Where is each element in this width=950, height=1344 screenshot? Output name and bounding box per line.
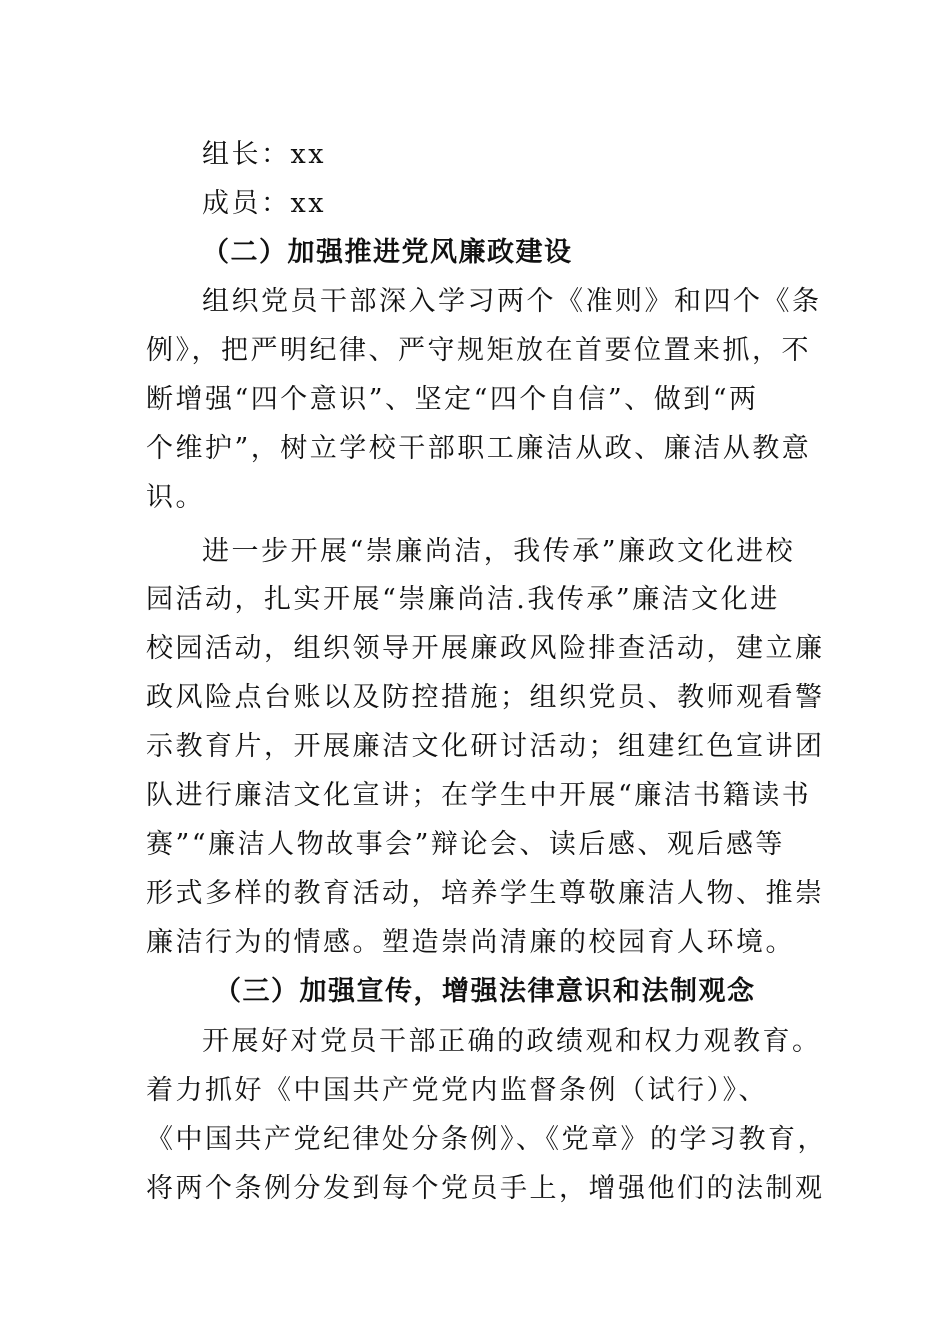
paragraph-line: 组织党员干部深入学习两个《准则》和四个《条 (202, 286, 822, 317)
paragraph-line: 赛”“廉洁人物故事会”辩论会、读后感、观后感等 (146, 829, 785, 860)
section-two-heading: （二）加强推进党风廉政建设 (202, 237, 573, 268)
paragraph-line: 例》，把严明纪律、严守规矩放在首要位置来抓，不 (146, 335, 811, 366)
paragraph-line: 队进行廉洁文化宣讲；在学生中开展“廉洁书籍读书 (146, 780, 812, 811)
paragraph-line: 廉洁行为的情感。塑造崇尚清廉的校园育人环境。 (146, 927, 795, 958)
paragraph-line: 园活动，扎实开展“崇廉尚洁.我传承”廉洁文化进 (146, 584, 780, 615)
paragraph-line: 个维护”，树立学校干部职工廉洁从政、廉洁从教意 (146, 433, 812, 464)
leader-line: 组长：xx (202, 139, 326, 170)
member-line: 成员：xx (202, 188, 326, 219)
paragraph-line: 《中国共产党纪律处分条例》、《党章》的学习教育， (146, 1124, 827, 1155)
paragraph-line: 校园活动，组织领导开展廉政风险排查活动，建立廉 (146, 633, 825, 664)
paragraph-line: 示教育片，开展廉洁文化研讨活动；组建红色宣讲团 (146, 731, 825, 762)
paragraph-line: 将两个条例分发到每个党员手上，增强他们的法制观 (146, 1173, 825, 1204)
paragraph-line: 识。 (146, 482, 205, 513)
paragraph-line: 断增强“四个意识”、坚定“四个自信”、做到“两 (146, 384, 759, 415)
paragraph-line: 进一步开展“崇廉尚洁，我传承”廉政文化进校 (202, 536, 796, 567)
paragraph-line: 形式多样的教育活动，培养学生尊敬廉洁人物、推崇 (146, 878, 825, 909)
paragraph-line: 政风险点台账以及防控措施；组织党员、教师观看警 (146, 682, 825, 713)
section-three-heading: （三）加强宣传，增强法律意识和法制观念 (214, 976, 756, 1007)
paragraph-line: 开展好对党员干部正确的政绩观和权力观教育。 (202, 1026, 822, 1057)
paragraph-line: 着力抓好《中国共产党党内监督条例（试行）》、 (146, 1075, 768, 1106)
